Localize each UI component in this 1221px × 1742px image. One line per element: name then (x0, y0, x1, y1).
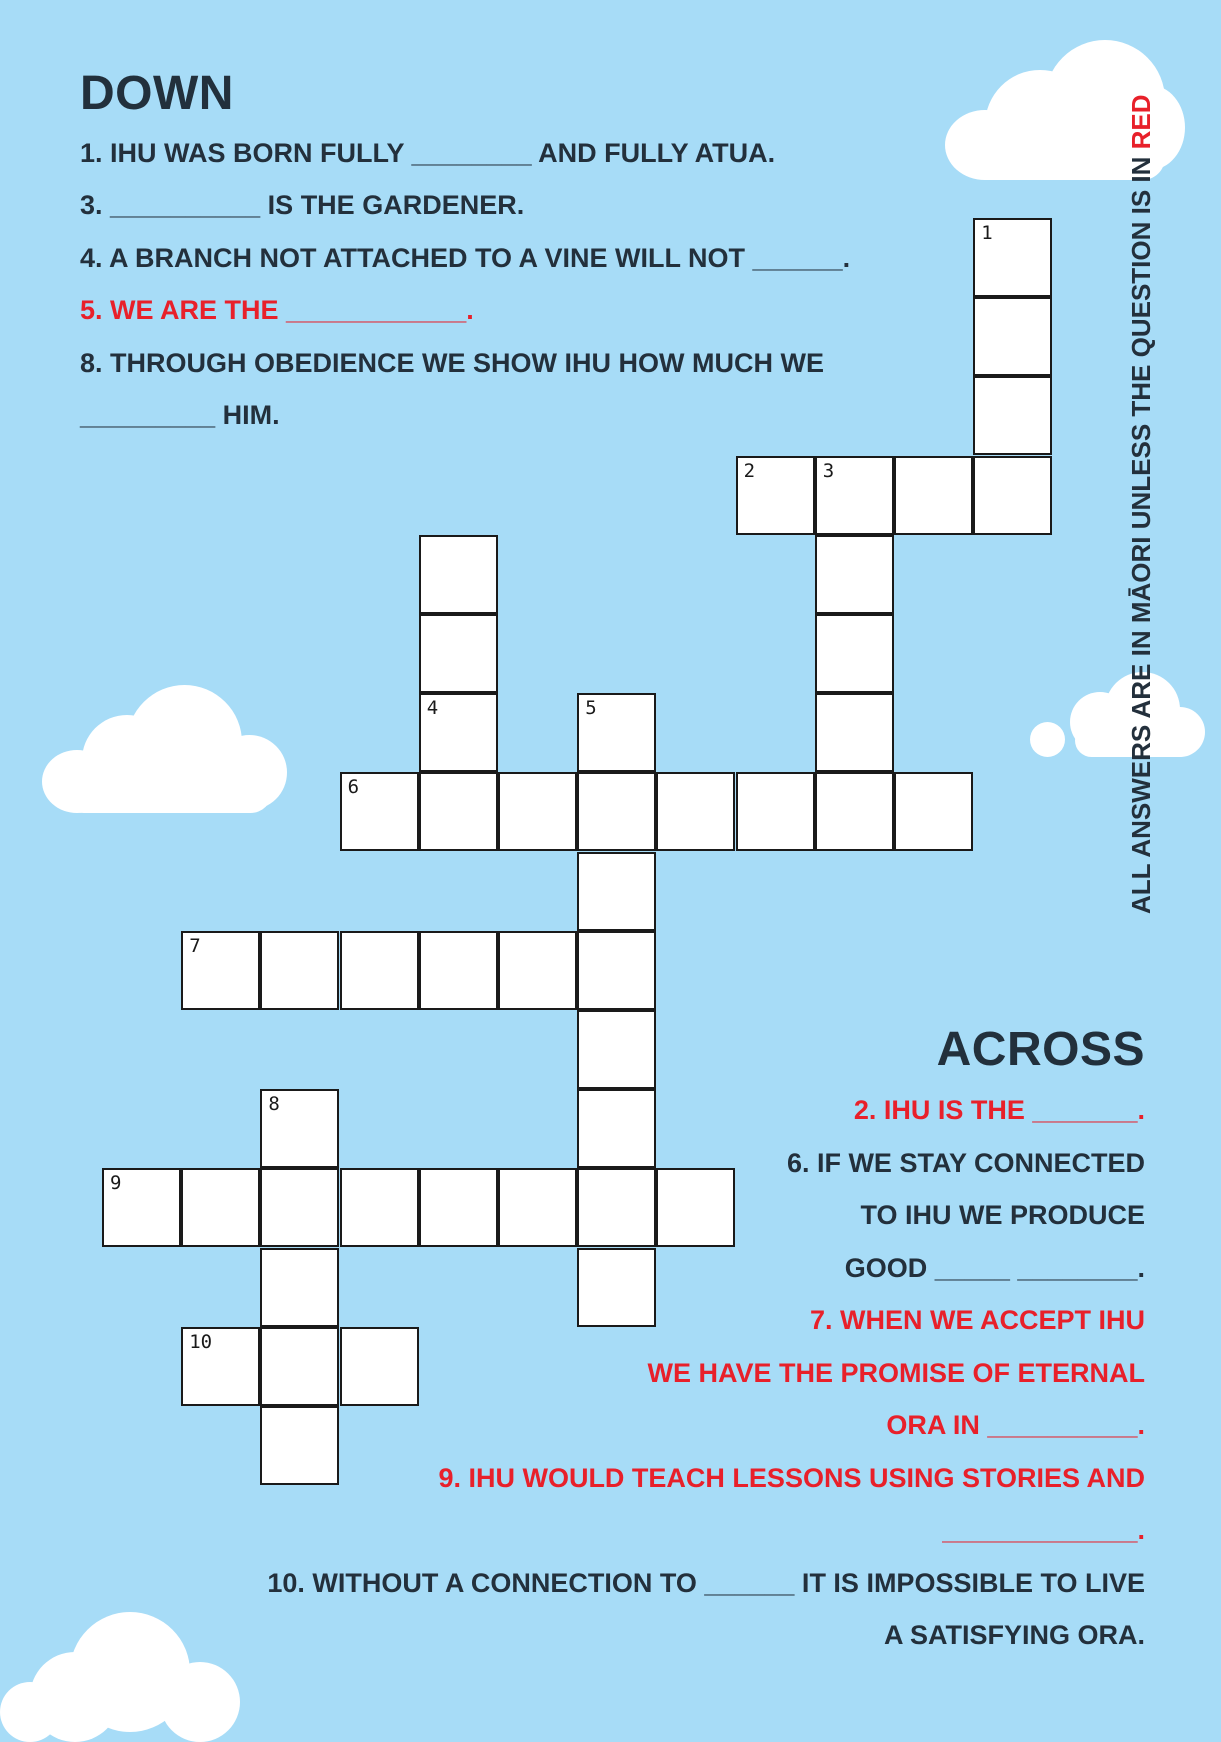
crossword-cell[interactable] (577, 1168, 656, 1247)
crossword-cell[interactable] (815, 772, 894, 851)
across-clue-10-line-2: A SATISFYING ORA. (883, 1620, 1145, 1650)
across-clue-7: 7. WHEN WE ACCEPT IHU (809, 1305, 1145, 1335)
crossword-cell[interactable] (260, 1248, 339, 1327)
down-clue-1: 1. IHU WAS BORN FULLY ________ AND FULLY ATUA. (80, 138, 776, 168)
clue-number: 9 (110, 1172, 122, 1195)
crossword-cell[interactable] (340, 1168, 419, 1247)
across-heading: ACROSS (936, 1023, 1145, 1076)
crossword-cell[interactable] (656, 1168, 735, 1247)
crossword-cell[interactable] (498, 931, 577, 1010)
clue-number: 6 (347, 776, 360, 799)
crossword-cell[interactable] (894, 772, 973, 851)
clue-number: 4 (426, 697, 439, 720)
crossword-cell[interactable] (894, 456, 973, 535)
crossword-cell[interactable] (577, 852, 656, 931)
crossword-cell[interactable] (577, 1248, 656, 1327)
down-clue-8: 8. THROUGH OBEDIENCE WE SHOW IHU HOW MUCH WE (80, 348, 824, 378)
clue-number: 5 (585, 697, 597, 720)
crossword-cell[interactable] (260, 1327, 339, 1406)
clue-number: 2 (743, 459, 756, 482)
clue-number: 7 (189, 934, 201, 957)
crossword-cell[interactable] (419, 1168, 498, 1247)
crossword-cell[interactable] (577, 931, 656, 1010)
across-clue-2: 2. IHU IS THE _______. (853, 1095, 1145, 1125)
down-clue-3: 3. __________ IS THE GARDENER. (80, 190, 525, 220)
crossword-cell[interactable] (340, 772, 419, 851)
crossword-cell[interactable] (577, 693, 656, 772)
crossword-cell[interactable] (815, 456, 894, 535)
clue-number: 8 (268, 1093, 280, 1116)
crossword-cell[interactable] (973, 218, 1052, 297)
across-clue-7-line-2: WE HAVE THE PROMISE OF ETERNAL (647, 1358, 1145, 1388)
crossword-cell[interactable] (577, 1089, 656, 1168)
crossword-cell[interactable] (736, 772, 815, 851)
crossword-cell[interactable] (577, 1010, 656, 1089)
clue-number: 3 (822, 459, 835, 482)
across-clue-6: 6. IF WE STAY CONNECTED (786, 1148, 1145, 1178)
across-clue-7-line-3: ORA IN __________. (886, 1410, 1145, 1440)
crossword-cell[interactable] (260, 1406, 339, 1485)
crossword-cell[interactable] (577, 772, 656, 851)
down-clue-8-continued: _________ HIM. (80, 400, 280, 430)
crossword-cell[interactable] (419, 931, 498, 1010)
down-clue-5: 5. WE ARE THE ____________. (80, 295, 474, 325)
crossword-cell[interactable] (340, 1327, 419, 1406)
crossword-cell[interactable] (260, 1168, 339, 1247)
instructions-red-word: RED (1126, 94, 1156, 150)
crossword-cell[interactable] (419, 614, 498, 693)
crossword-cell[interactable] (815, 535, 894, 614)
crossword-cell[interactable] (498, 772, 577, 851)
crossword-cell[interactable] (419, 693, 498, 772)
crossword-cell[interactable] (260, 931, 339, 1010)
clue-number: 1 (981, 222, 993, 244)
down-clue-4: 4. A BRANCH NOT ATTACHED TO A VINE WILL NOT ______. (80, 243, 851, 273)
crossword-cell[interactable] (815, 614, 894, 693)
down-heading: DOWN (80, 67, 234, 120)
crossword-cell[interactable] (181, 931, 260, 1010)
across-clue-9-line-2: _____________. (942, 1515, 1145, 1545)
crossword-cell[interactable] (260, 1089, 339, 1168)
crossword-cell[interactable] (656, 772, 735, 851)
crossword-cell[interactable] (973, 297, 1052, 376)
crossword-cell[interactable] (815, 693, 894, 772)
across-clue-10: 10. WITHOUT A CONNECTION TO ______ IT IS IMPOSSIBLE TO LIVE (267, 1568, 1145, 1598)
crossword-cell[interactable] (181, 1327, 260, 1406)
clue-number: 10 (189, 1330, 213, 1353)
crossword-cell[interactable] (736, 456, 815, 535)
crossword-cell[interactable] (419, 535, 498, 614)
crossword-cell[interactable] (102, 1168, 181, 1247)
crossword-cell[interactable] (419, 772, 498, 851)
crossword-cell[interactable] (498, 1168, 577, 1247)
crossword-cell[interactable] (973, 456, 1052, 535)
crossword-cell[interactable] (340, 931, 419, 1010)
crossword-cell[interactable] (181, 1168, 260, 1247)
across-clue-9: 9. IHU WOULD TEACH LESSONS USING STORIES AND (438, 1463, 1145, 1493)
crossword-cell[interactable] (973, 376, 1052, 455)
across-clue-6-line-3: GOOD _____ ________. (844, 1253, 1145, 1283)
across-clue-6-line-2: TO IHU WE PRODUCE (860, 1200, 1145, 1230)
instructions-text: ALL ANSWERS ARE IN MĀORI UNLESS THE QUESTION IS IN (1126, 149, 1156, 914)
